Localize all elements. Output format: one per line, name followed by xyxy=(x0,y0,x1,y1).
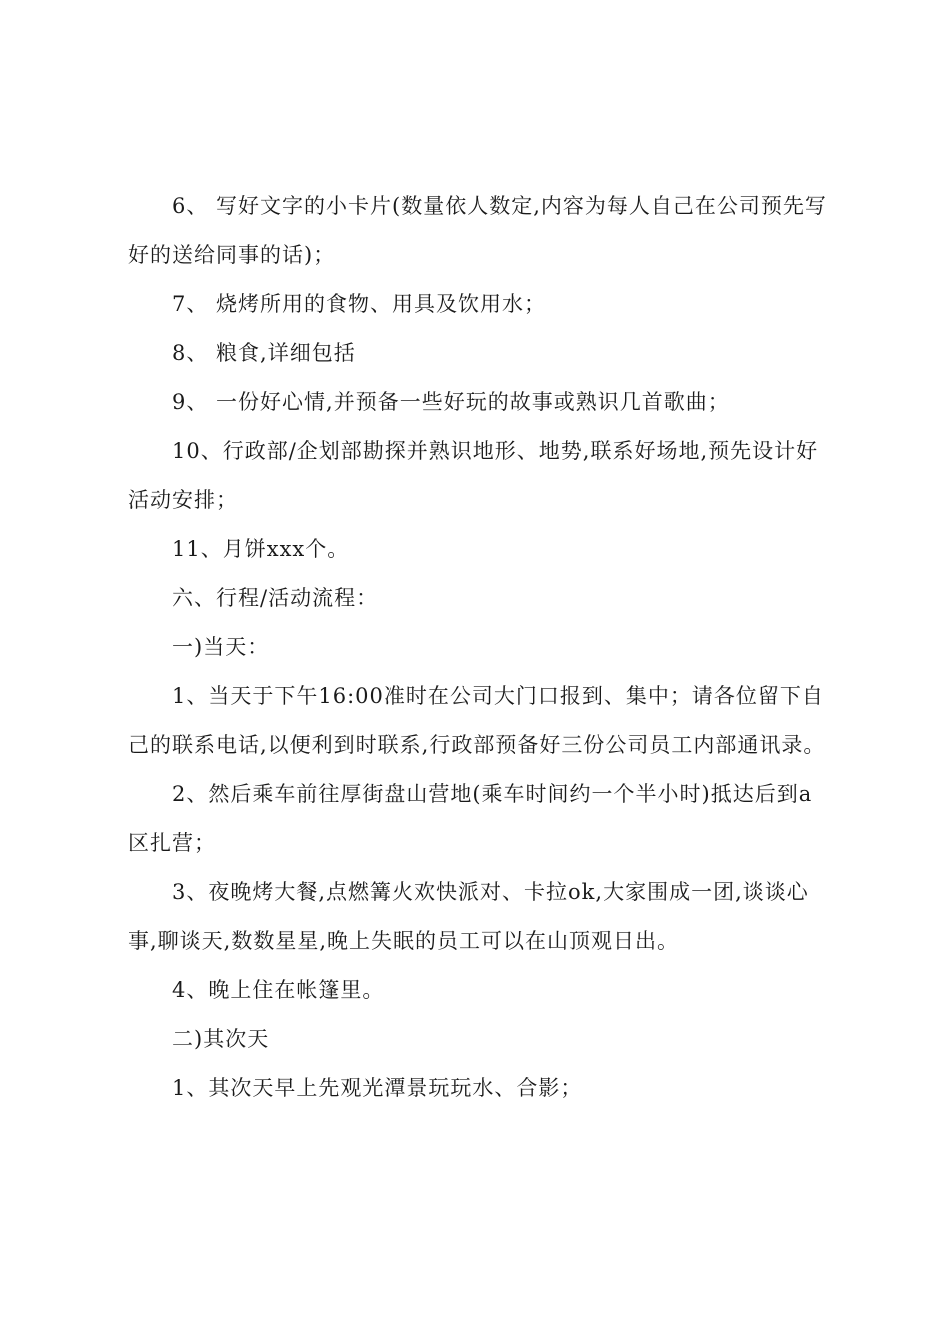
schedule-item-day1-3: 3、夜晚烤大餐,点燃篝火欢快派对、卡拉ok,大家围成一团,谈谈心事,聊谈天,数数星星,晚上失眠的员工可以在山顶观日出。 xyxy=(128,880,809,953)
schedule-item-day2-1: 1、其次天早上先观光潭景玩玩水、合影； xyxy=(172,1076,583,1100)
paragraph-item-7: 7、 烧烤所用的食物、用具及饮用水； xyxy=(172,292,547,316)
paragraph-item-10: 10、行政部/企划部勘探并熟识地形、地势,联系好场地,预先设计好活动安排； xyxy=(128,439,819,512)
subsection-heading-day-two: 二)其次天 xyxy=(172,1027,270,1051)
subsection-heading-day-one: 一)当天： xyxy=(172,635,270,659)
paragraph-item-8: 8、 粮食,详细包括 xyxy=(172,341,356,365)
section-heading-schedule: 六、行程/活动流程： xyxy=(172,586,379,610)
paragraph-item-11: 11、月饼xxx个。 xyxy=(172,537,350,561)
schedule-item-day1-2: 2、然后乘车前往厚街盘山营地(乘车时间约一个半小时)抵达后到a区扎营； xyxy=(128,782,813,855)
schedule-item-day1-4: 4、晚上住在帐篷里。 xyxy=(172,978,385,1002)
paragraph-item-9: 9、 一份好心情,并预备一些好玩的故事或熟识几首歌曲； xyxy=(172,390,730,414)
schedule-item-day1-1: 1、当天于下午16:00准时在公司大门口报到、集中；请各位留下自己的联系电话,以便利到时联系,行政部预备好三份公司员工内部通讯录。 xyxy=(128,684,826,757)
document-body xyxy=(128,182,832,1113)
paragraph-item-6: 6、 写好文字的小卡片(数量依人数定,内容为每人自己在公司预先写好的送给同事的话)； xyxy=(128,194,827,267)
